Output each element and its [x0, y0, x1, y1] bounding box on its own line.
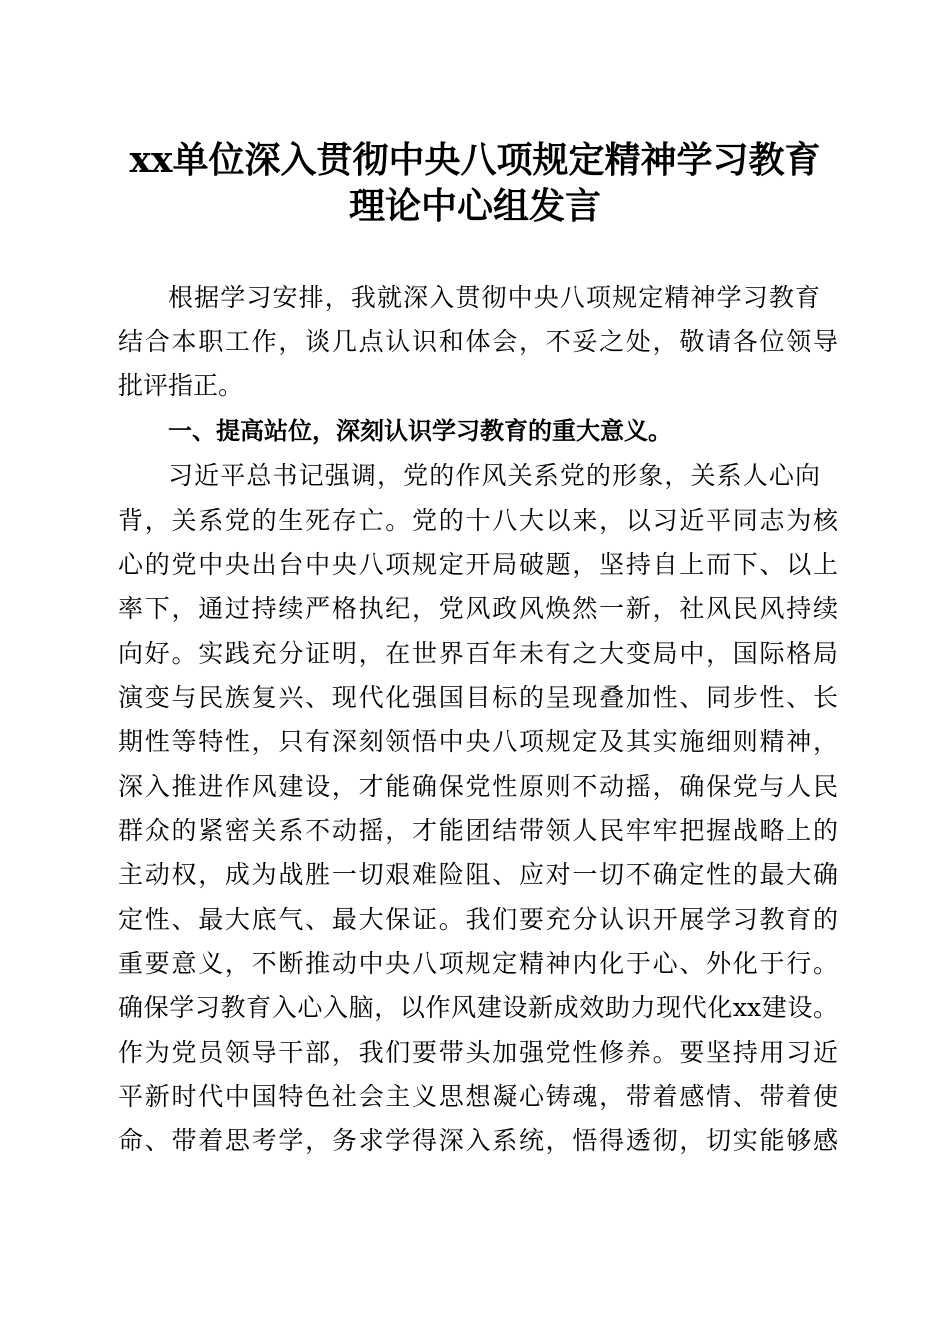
section-heading: 一、提高站位，深刻认识学习教育的重大意义。: [168, 417, 672, 445]
paragraph-line: 主动权，成为战胜一切艰难险阻、应对一切不确定性的最大确: [118, 860, 838, 889]
paragraph-line: 定性、最大底气、最大保证。我们要充分认识开展学习教育的: [118, 905, 838, 934]
paragraph-line: 期性等特性，只有深刻领悟中央八项规定及其实施细则精神，: [118, 727, 838, 756]
paragraph-line: 群众的紧密关系不动摇，才能团结带领人民牢牢把握战略上的: [118, 816, 838, 845]
paragraph-line: 率下，通过持续严格执纪，党风政风焕然一新，社风民风持续: [118, 594, 838, 623]
paragraph-line: 根据学习安排，我就深入贯彻中央八项规定精神学习教育: [168, 283, 820, 312]
paragraph-line: 向好。实践充分证明，在世界百年未有之大变局中，国际格局: [118, 639, 838, 668]
document-title-line-2: 理论中心组发言: [348, 185, 601, 227]
paragraph-line: 习近平总书记强调，党的作风关系党的形象，关系人心向: [168, 461, 820, 490]
paragraph-line: 重要意义，不断推动中央八项规定精神内化于心、外化于行。: [118, 949, 838, 978]
document-title-line-1: xx单位深入贯彻中央八项规定精神学习教育: [129, 139, 821, 181]
paragraph-line: 平新时代中国特色社会主义思想凝心铸魂，带着感情、带着使: [118, 1082, 838, 1111]
paragraph-line: 心的党中央出台中央八项规定开局破题，坚持自上而下、以上: [118, 550, 838, 579]
paragraph-line: 背，关系党的生死存亡。党的十八大以来，以习近平同志为核: [118, 506, 838, 535]
paragraph-line: 作为党员领导干部，我们要带头加强党性修养。要坚持用习近: [118, 1038, 838, 1067]
paragraph-line: 批评指正。: [118, 371, 244, 400]
paragraph-line: 确保学习教育入心入脑，以作风建设新成效助力现代化xx建设。: [118, 993, 838, 1022]
paragraph-line: 命、带着思考学，务求学得深入系统，悟得透彻，切实能够感: [118, 1126, 838, 1155]
paragraph-line: 演变与民族复兴、现代化强国目标的呈现叠加性、同步性、长: [118, 683, 838, 712]
paragraph-line: 深入推进作风建设，才能确保党性原则不动摇，确保党与人民: [118, 772, 838, 801]
paragraph-line: 结合本职工作，谈几点认识和体会，不妥之处，敬请各位领导: [118, 327, 838, 356]
